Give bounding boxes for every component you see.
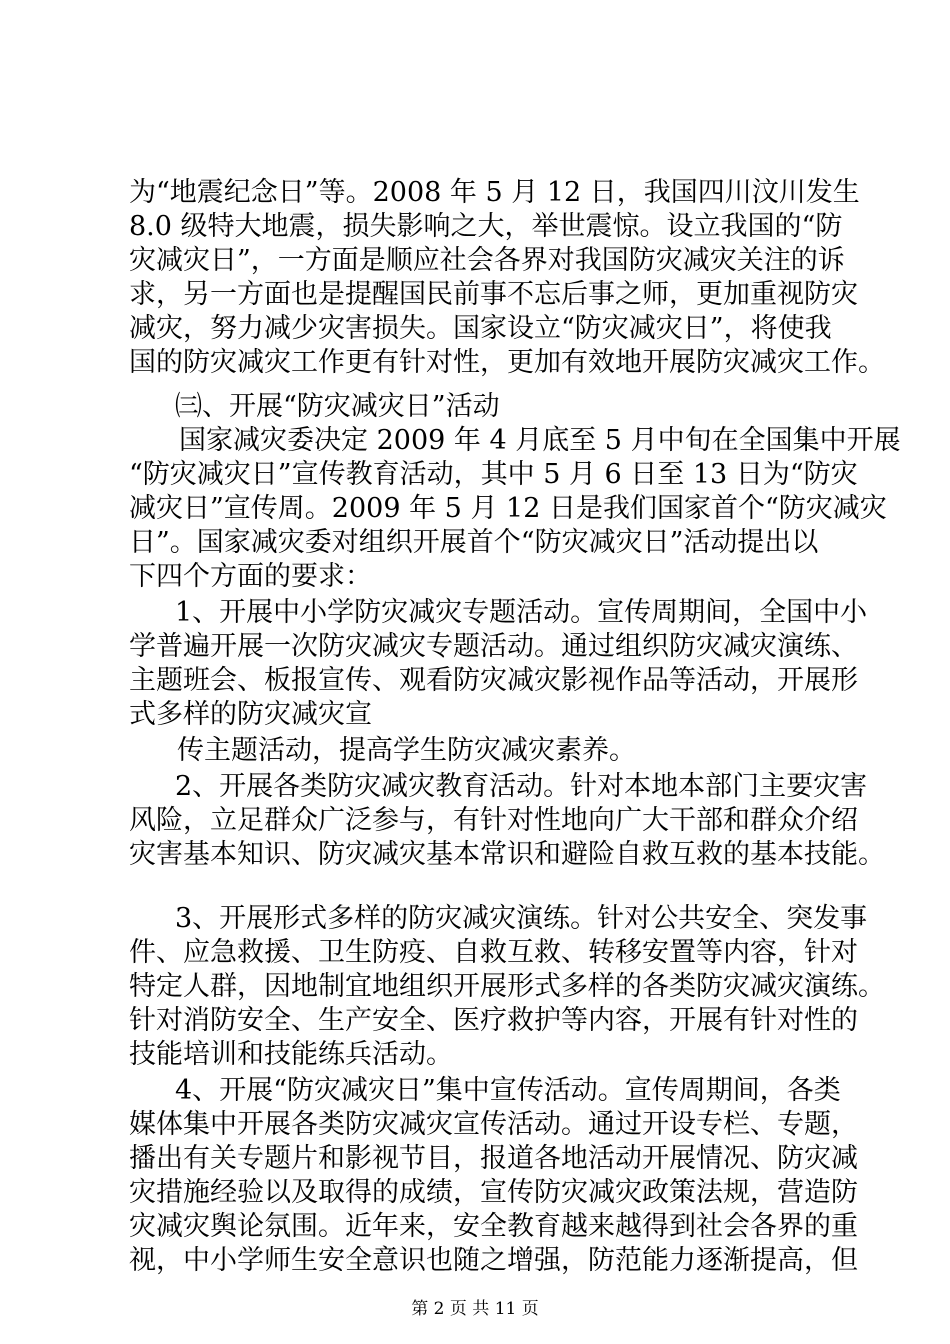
body-text-line: 下四个方面的要求： (129, 561, 372, 592)
body-text-line: “防灾减灾日”宣传教育活动，其中 5 月 6 日至 13 日为“防灾 (129, 459, 858, 490)
list-item-line: 件、应急救援、卫生防疫、自救互救、转移安置等内容，针对 (129, 937, 858, 968)
body-text-line: 国的防灾减灾工作更有针对性，更加有效地开展防灾减灾工作。 (129, 347, 885, 378)
list-item-line: 式多样的防灾减灾宣 (129, 699, 372, 730)
page-number-footer: 第 2 页 共 11 页 (411, 1299, 539, 1319)
list-item-line: 风险，立足群众广泛参与，有针对性地向广大干部和群众介绍 (129, 805, 858, 836)
body-text-line: 减灾日”宣传周。2009 年 5 月 12 日是我们国家首个“防灾减灾 (129, 493, 887, 524)
section-heading: ㈢、开展“防灾减灾日”活动 (175, 391, 500, 422)
list-item-line: 特定人群，因地制宜地组织开展形式多样的各类防灾减灾演练。 (129, 971, 885, 1002)
list-item-line: 学普遍开展一次防灾减灾专题活动。通过组织防灾减灾演练、 (129, 631, 858, 662)
list-item-line: 媒体集中开展各类防灾减灾宣传活动。通过开设专栏、专题， (129, 1109, 858, 1140)
list-item-line: 主题班会、板报宣传、观看防灾减灾影视作品等活动，开展形 (129, 665, 858, 696)
list-item-line: 4、开展“防灾减灾日”集中宣传活动。宣传周期间，各类 (175, 1075, 841, 1106)
list-item-line: 播出有关专题片和影视节目，报道各地活动开展情况、防灾减 (129, 1143, 858, 1174)
list-item-line: 灾害基本知识、防灾减灾基本常识和避险自救互救的基本技能。 (129, 839, 885, 870)
body-text-line: 国家减灾委决定 2009 年 4 月底至 5 月中旬在全国集中开展 (179, 425, 901, 456)
body-text-line: 8.0 级特大地震，损失影响之大，举世震惊。设立我国的“防 (129, 211, 843, 242)
list-item-line: 1、开展中小学防灾减灾专题活动。宣传周期间，全国中小 (175, 597, 868, 628)
list-item-line: 3、开展形式多样的防灾减灾演练。针对公共安全、突发事 (175, 903, 868, 934)
list-item-line: 灾减灾舆论氛围。近年来，安全教育越来越得到社会各界的重 (129, 1211, 858, 1242)
list-item-line: 针对消防安全、生产安全、医疗救护等内容，开展有针对性的 (129, 1005, 858, 1036)
list-item-line: 视，中小学师生安全意识也随之增强，防范能力逐渐提高，但 (129, 1245, 858, 1276)
body-text-line: 求，另一方面也是提醒国民前事不忘后事之师，更加重视防灾 (129, 279, 858, 310)
body-text-line: 减灾，努力减少灾害损失。国家设立“防灾减灾日”，将使我 (129, 313, 832, 344)
list-item-line: 灾措施经验以及取得的成绩，宣传防灾减灾政策法规，营造防 (129, 1177, 858, 1208)
body-text-line: 日”。国家减灾委对组织开展首个“防灾减灾日”活动提出以 (129, 527, 819, 558)
list-item-line: 传主题活动，提高学生防灾减灾素养。 (177, 735, 636, 766)
list-item-line: 技能培训和技能练兵活动。 (129, 1039, 453, 1070)
body-text-line: 为“地震纪念日”等。2008 年 5 月 12 日，我国四川汶川发生 (129, 177, 860, 208)
list-item-line: 2、开展各类防灾减灾教育活动。针对本地本部门主要灾害 (175, 771, 868, 802)
body-text-line: 灾减灾日”，一方面是顺应社会各界对我国防灾减灾关注的诉 (129, 245, 845, 276)
